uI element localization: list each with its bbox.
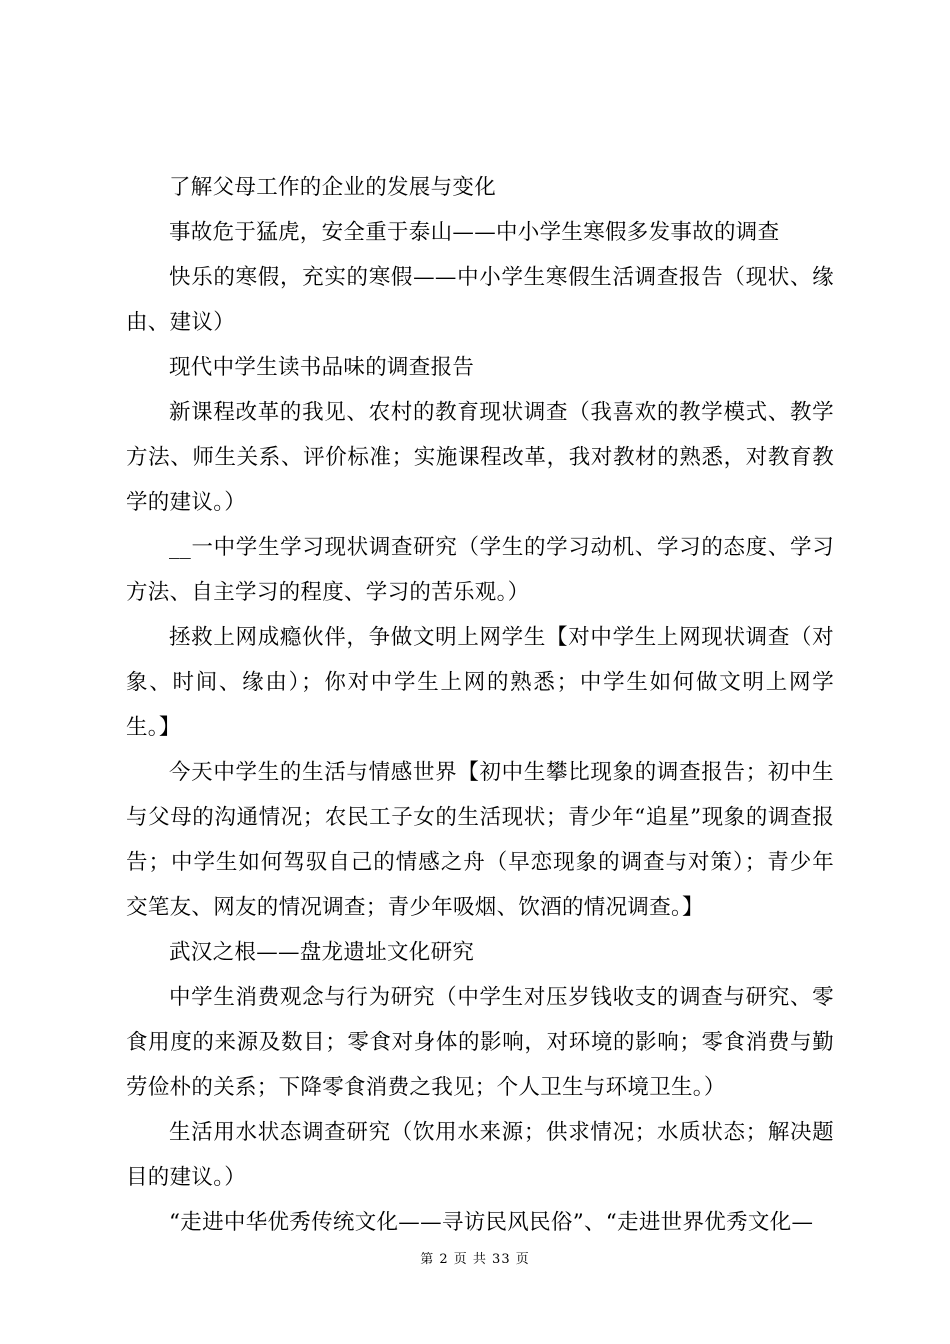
paragraph-8: 今天中学生的生活与情感世界【初中生攀比现象的调查报告；初中生与父母的沟通情况；农民工子女的生活现状；青少年“追星”现象的调查报告；中学生如何驾驭自己的情感之舟（早恋现象的调查与对策）；青少年交笔友、网友的情况调查；青少年吸烟、饮酒的情况调查。】 xyxy=(126,760,834,920)
paragraph-9: 武汉之根——盘龙遗址文化研究 xyxy=(169,940,475,965)
paragraph-1: 了解父母工作的企业的发展与变化 xyxy=(169,175,497,200)
paragraph-7: 拯救上网成瘾伙伴，争做文明上网学生【对中学生上网现状调查（对象、时间、缘由）；你对中学生上网的熟悉；中学生如何做文明上网学生。】 xyxy=(126,625,834,740)
paragraph-5: 新课程改革的我见、农村的教育现状调查（我喜欢的教学模式、教学方法、师生关系、评价标准；实施课程改革，我对教材的熟悉，对教育教学的建议。） xyxy=(126,400,834,515)
paragraph-10: 中学生消费观念与行为研究（中学生对压岁钱收支的调查与研究、零食用度的来源及数目；零食对身体的影响，对环境的影响；零食消费与勤劳俭朴的关系；下降零食消费之我见；个人卫生与环境卫生。） xyxy=(126,985,834,1100)
paragraph-6: __一中学生学习现状调查研究（学生的学习动机、学习的态度、学习方法、自主学习的程度、学习的苦乐观。） xyxy=(126,535,834,605)
paragraph-3: 快乐的寒假，充实的寒假——中小学生寒假生活调查报告（现状、缘由、建议） xyxy=(126,265,834,335)
paragraph-11: 生活用水状态调查研究（饮用水来源；供求情况；水质状态；解决题目的建议。） xyxy=(126,1120,834,1190)
paragraph-12: “走进中华优秀传统文化——寻访民风民俗”、“走进世界优秀文化— xyxy=(169,1210,814,1235)
paragraph-4: 现代中学生读书品味的调查报告 xyxy=(169,355,475,380)
document-body xyxy=(126,165,834,1245)
paragraph-2: 事故危于猛虎，安全重于泰山——中小学生寒假多发事故的调查 xyxy=(169,220,780,245)
page-number-footer: 第 2 页 共 33 页 xyxy=(420,1252,530,1267)
